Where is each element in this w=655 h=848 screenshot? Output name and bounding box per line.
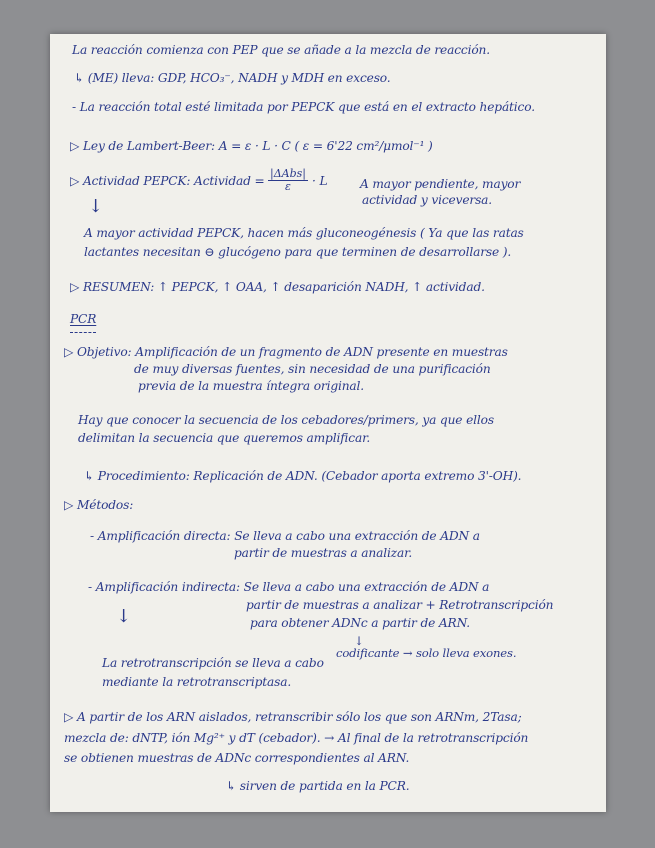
cebadores-line-1: Hay que conocer la secuencia de los cebadores/primers, ya que ellos xyxy=(78,413,494,427)
indirecta-line-1: - Amplificación indirecta: Se lleva a cabo una extracción de ADN a xyxy=(88,580,490,594)
arn-line-4: ↳ sirven de partida en la PCR. xyxy=(226,779,410,793)
pendiente-line-1: A mayor pendiente, mayor xyxy=(360,177,521,191)
down-arrow-icon: ↓ xyxy=(88,196,104,217)
down-arrow-icon: ↓ xyxy=(116,606,132,627)
heading-underline xyxy=(70,328,96,333)
note-line-2: ↳ (ME) lleva: GDP, HCO₃⁻, NADH y MDH en exceso. xyxy=(74,71,391,85)
arn-line-2: mezcla de: dNTP, ión Mg²⁺ y dT (cebador). → Al final de la retrotranscripción xyxy=(64,731,529,745)
fraction-denominator: ε xyxy=(285,180,291,193)
lambert-beer-line: ▷ Ley de Lambert-Beer: A = ε · L · C ( ε = 6'22 cm²/μmol⁻¹ ) xyxy=(70,139,433,153)
indirecta-line-3: para obtener ADNc a partir de ARN. xyxy=(250,616,471,630)
gluconeo-line-2: lactantes necesitan ⊖ glucógeno para que terminen de desarrollarse ). xyxy=(84,245,512,259)
resumen-line: ▷ RESUMEN: ↑ PEPCK, ↑ OAA, ↑ desaparición NADH, ↑ actividad. xyxy=(70,280,485,294)
metodos-heading: ▷ Métodos: xyxy=(64,498,134,512)
note-line-1: La reacción comienza con PEP que se añade a la mezcla de reacción. xyxy=(72,43,490,57)
objetivo-line-1: ▷ Objetivo: Amplificación de un fragmento de ADN presente en muestras xyxy=(64,345,508,359)
cebadores-line-2: delimitan la secuencia que queremos amplificar. xyxy=(78,431,371,445)
small-down-arrow-icon: ↓ xyxy=(354,634,365,648)
actividad-fraction xyxy=(268,168,308,193)
gluconeo-line-1: A mayor actividad PEPCK, hacen más gluconeogénesis ( Ya que las ratas xyxy=(84,226,524,240)
directa-line-1: - Amplificación directa: Se lleva a cabo una extracción de ADN a xyxy=(90,529,480,543)
note-line-3: - La reacción total esté limitada por PEPCK que está en el extracto hepático. xyxy=(72,100,535,114)
notebook-page xyxy=(50,34,606,812)
pendiente-line-2: actividad y viceversa. xyxy=(362,193,493,207)
codificante-line: codificante → solo lleva exones. xyxy=(336,646,517,660)
actividad-line: ▷ Actividad PEPCK: Actividad = xyxy=(70,174,265,188)
actividad-times-l: · L xyxy=(312,174,328,188)
directa-line-2: partir de muestras a analizar. xyxy=(234,546,413,560)
retro-line-1: La retrotranscripción se lleva a cabo xyxy=(102,656,324,670)
indirecta-line-2: partir de muestras a analizar + Retrotranscripción xyxy=(246,598,554,612)
procedimiento-line: ↳ Procedimiento: Replicación de ADN. (Cebador aporta extremo 3'-OH). xyxy=(84,469,522,483)
arn-line-3: se obtienen muestras de ADNc correspondientes al ARN. xyxy=(64,751,410,765)
pcr-heading: PCR xyxy=(70,312,97,326)
fraction-numerator: |ΔAbs| xyxy=(270,167,306,180)
arn-line-1: ▷ A partir de los ARN aislados, retranscribir sólo los que son ARNm, 2Tasa; xyxy=(64,710,522,724)
objetivo-line-2: de muy diversas fuentes, sin necesidad de una purificación xyxy=(134,362,491,376)
objetivo-line-3: previa de la muestra íntegra original. xyxy=(138,379,364,393)
retro-line-2: mediante la retrotranscriptasa. xyxy=(102,675,292,689)
